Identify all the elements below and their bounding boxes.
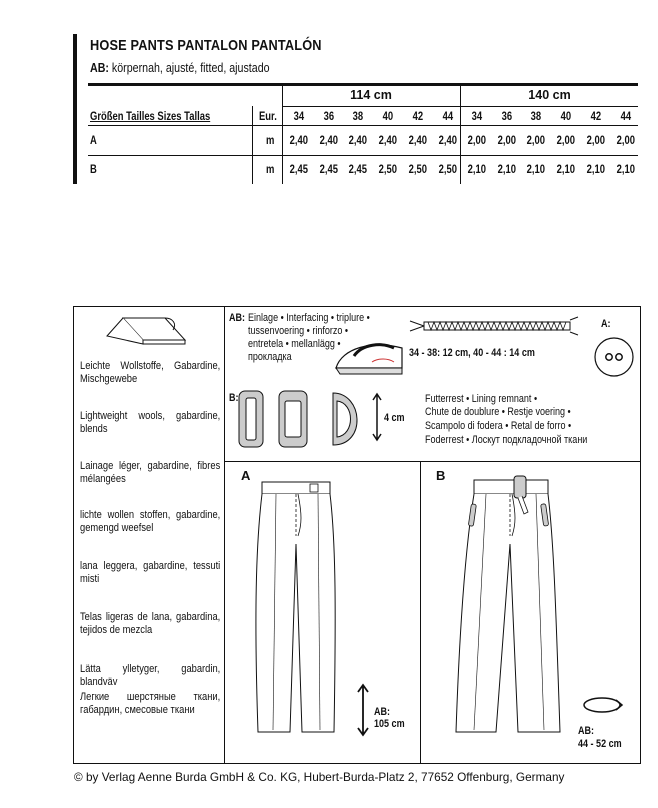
width-114: 114 cm xyxy=(350,88,392,102)
header-accent-bar xyxy=(73,34,77,184)
size-header: 40 xyxy=(560,111,572,123)
pattern-title: HOSE PANTS PANTALON PANTALÓN xyxy=(90,37,322,54)
row-unit-b: m xyxy=(266,164,275,176)
notions-ab-label: AB: xyxy=(229,312,246,324)
zipper-length: 34 - 38: 12 cm, 40 - 44 : 14 cm xyxy=(409,347,535,359)
yardage-cell: 2,00 xyxy=(556,135,576,147)
size-header: 38 xyxy=(530,111,542,123)
length-arrow-icon xyxy=(356,682,370,738)
waist-measure-icon xyxy=(578,694,630,716)
yardage-cell: 2,40 xyxy=(378,135,398,147)
view-a-measure-value: 105 cm xyxy=(374,718,405,730)
subtitle-text: körpernah, ajusté, fitted, ajustado xyxy=(111,60,270,75)
fabric-en: Lightweight wools, gabardine, blends xyxy=(80,410,221,435)
view-a-measure-label: AB: xyxy=(374,706,391,718)
subtitle-label: AB: xyxy=(90,60,109,75)
yardage-cell: 2,40 xyxy=(319,135,338,147)
yardage-cell: 2,45 xyxy=(349,164,368,176)
fabric-it: lana leggera, gabardine, tessuti misti xyxy=(80,560,221,585)
yardage-cell: 2,50 xyxy=(438,164,457,176)
yardage-cell: 2,00 xyxy=(527,135,546,147)
interfacing-line-2: tussenvoering • rinforzo • xyxy=(248,325,349,337)
view-b-label: B xyxy=(436,468,446,483)
yardage-cell: 2,40 xyxy=(289,135,309,147)
yardage-cell: 2,40 xyxy=(349,135,368,147)
yardage-cell: 2,00 xyxy=(616,135,635,147)
belt-rings-icon xyxy=(237,389,377,451)
sizes-row-label: Größen Tailles Sizes Tallas xyxy=(90,111,211,123)
pattern-subtitle xyxy=(90,60,270,75)
size-header: 42 xyxy=(412,111,423,123)
views-divider xyxy=(420,461,421,764)
yardage-cell: 2,00 xyxy=(467,135,487,147)
pants-a-drawing xyxy=(246,474,344,738)
fabric-fr: Lainage léger, gabardine, fibres mélangées xyxy=(80,460,221,485)
lining-line-2: Chute de doublure • Restje voering • xyxy=(425,406,571,418)
row-label-b: B xyxy=(90,164,97,176)
size-header: 36 xyxy=(323,111,334,123)
view-b-measure-value: 44 - 52 cm xyxy=(578,738,622,750)
size-header: 36 xyxy=(501,111,512,123)
yardage-table xyxy=(88,83,638,183)
row-unit-a: m xyxy=(266,135,275,147)
size-header: 42 xyxy=(590,111,601,123)
size-header: 38 xyxy=(352,111,364,123)
yardage-cell: 2,45 xyxy=(319,164,338,176)
lining-line-4: Foderrest • Лоскут подкладочной ткани xyxy=(425,434,588,446)
fabric-column xyxy=(73,306,225,764)
size-header: 40 xyxy=(382,111,394,123)
size-header: 44 xyxy=(442,111,453,123)
lining-line-3: Scampolo di fodera • Retal de forro • xyxy=(425,420,572,432)
fabric-ru: Легкие шерстяные ткани, габардин, смесовые ткани xyxy=(80,691,221,716)
copyright-notice: © by Verlag Aenne Burda GmbH & Co. KG, Hubert-Burda-Platz 2, 77652 Offenburg, Germany xyxy=(74,770,565,784)
yardage-cell: 2,00 xyxy=(497,135,516,147)
yardage-cell: 2,10 xyxy=(497,164,516,176)
yardage-cell: 2,50 xyxy=(408,164,427,176)
fabric-sv: Lätta ylletyger, gabardin, blandväv xyxy=(80,663,221,688)
zipper-icon xyxy=(404,315,580,337)
fabric-es: Telas ligeras de lana, gabardina, tejidos de mezcla xyxy=(80,611,221,636)
yardage-cell: 2,10 xyxy=(616,164,635,176)
iron-icon xyxy=(332,334,408,378)
yardage-cell: 2,50 xyxy=(378,164,398,176)
yardage-cell: 2,45 xyxy=(289,164,309,176)
row-label-a: A xyxy=(90,135,97,147)
table-top-rule xyxy=(88,83,638,86)
yardage-cell: 2,40 xyxy=(438,135,457,147)
button-label-a: A: xyxy=(601,318,611,330)
view-a-label: A xyxy=(241,468,251,483)
table-divider xyxy=(252,106,253,184)
table-rule xyxy=(88,125,638,126)
interfacing-line-4: прокладка xyxy=(248,351,292,363)
interfacing-line-1: Einlage • Interfacing • triplure • xyxy=(248,312,370,324)
button-icon xyxy=(593,336,635,378)
lining-line-1: Futterrest • Lining remnant • xyxy=(425,393,538,405)
fabric-bolt-icon xyxy=(103,310,191,352)
yardage-cell: 2,00 xyxy=(586,135,605,147)
size-header: 34 xyxy=(293,111,305,123)
yardage-cell: 2,10 xyxy=(586,164,605,176)
size-header: 44 xyxy=(620,111,631,123)
fabric-de: Leichte Wollstoffe, Gabardine, Mischgewebe xyxy=(80,360,221,385)
fabric-nl: lichte wollen stoffen, gabardine, gemengd weefsel xyxy=(80,509,221,534)
table-rule xyxy=(88,155,638,156)
yardage-cell: 2,10 xyxy=(527,164,546,176)
view-b-measure-label: AB: xyxy=(578,725,595,737)
pants-b-drawing xyxy=(452,474,572,738)
rings-label-b: B: xyxy=(229,392,239,404)
yardage-cell: 2,10 xyxy=(556,164,576,176)
unit-header: Eur. xyxy=(259,111,277,123)
section-divider xyxy=(225,461,641,462)
yardage-cell: 2,40 xyxy=(408,135,427,147)
yardage-cell: 2,10 xyxy=(467,164,487,176)
width-140: 140 cm xyxy=(528,88,571,102)
height-arrow-icon xyxy=(371,392,383,442)
size-header: 34 xyxy=(471,111,483,123)
interfacing-line-3: entretela • mellanlägg • xyxy=(248,338,341,350)
ring-size: 4 cm xyxy=(384,412,405,424)
